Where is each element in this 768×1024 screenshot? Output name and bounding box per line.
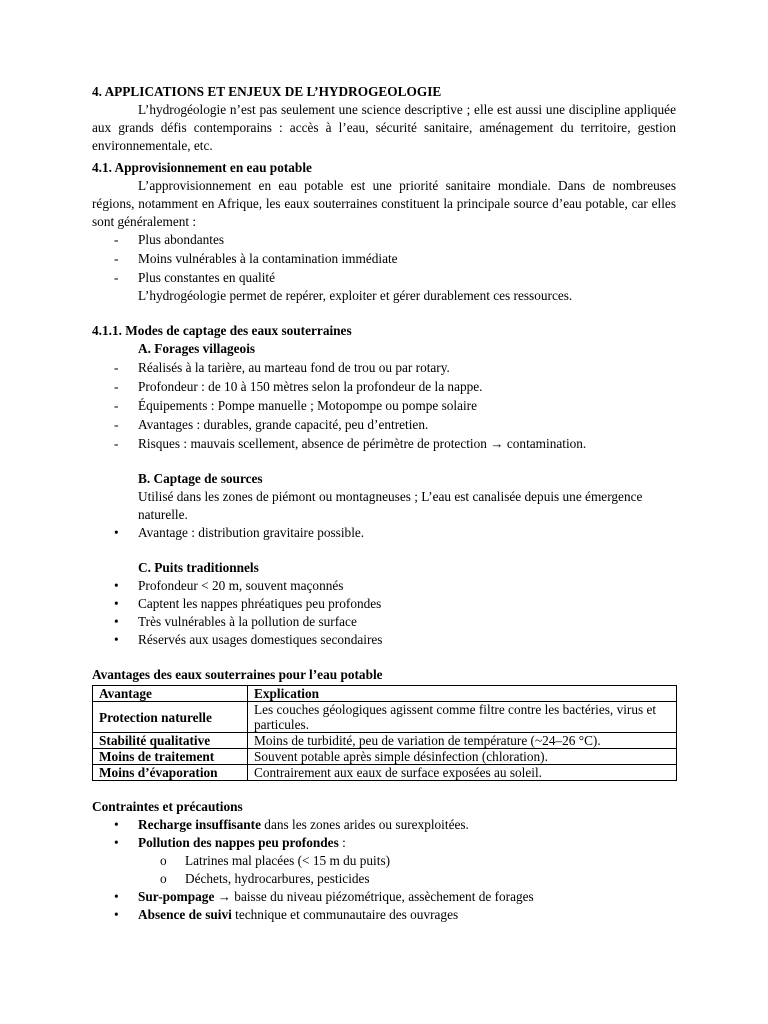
table-header-row [93, 686, 677, 702]
advantages-table [92, 685, 677, 781]
list-item: • Recharge insuffisante dans les zones arides ou surexploitées. [114, 817, 469, 832]
sub-list-item: o Déchets, hydrocarbures, pesticides [160, 871, 370, 886]
section-4-1-conclusion: L’hydrogéologie permet de repérer, exploiter et gérer durablement ces ressources. [138, 288, 573, 303]
list-item: - Moins vulnérables à la contamination immédiate [114, 251, 398, 266]
list-item: • Réservés aux usages domestiques secondaires [114, 632, 383, 647]
sources-text: Utilisé dans les zones de piémont ou montagneuses ; L’eau est canalisée depuis une émergence naturelle. [138, 489, 643, 522]
list-item: • Très vulnérables à la pollution de surface [114, 614, 357, 629]
table-cell: Moins de traitement [93, 749, 248, 765]
list-item: • Sur-pompage → baisse du niveau piézométrique, assèchement de forages [114, 889, 534, 904]
section-4-intro: L’hydrogéologie n’est pas seulement une science descriptive ; elle est aussi une discipline appliquée aux grands défis contemporains : accès à l’eau, sécurité sanitaire, aménagement du territoire, gestion environnementale, etc. [92, 102, 676, 153]
list-item: - Plus constantes en qualité [114, 270, 276, 285]
table-cell: Les couches géologiques agissent comme filtre contre les bactéries, virus et particules. [248, 702, 677, 733]
sources-title: B. Captage de sources [138, 471, 263, 486]
list-item: - Plus abondantes [114, 232, 225, 247]
table-cell: Souvent potable après simple désinfection (chloration). [248, 749, 677, 765]
contraintes-title: Contraintes et précautions [92, 799, 243, 814]
list-item: - Profondeur : de 10 à 150 mètres selon la profondeur de la nappe. [114, 379, 483, 394]
list-item: • Absence de suivi technique et communautaire des ouvrages [114, 907, 459, 922]
table-cell: Contrairement aux eaux de surface exposées au soleil. [248, 765, 677, 781]
list-item: • Captent les nappes phréatiques peu profondes [114, 596, 382, 611]
table-header-cell: Explication [248, 686, 677, 702]
table-title: Avantages des eaux souterraines pour l’eau potable [92, 667, 383, 682]
table-row [93, 702, 677, 733]
document-content [92, 83, 676, 924]
section-4-1-intro: L’approvisionnement en eau potable est une priorité sanitaire mondiale. Dans de nombreuses régions, notamment en Afrique, les eaux souterraines constituent la principale source d’eau potable, car elles sont généralement : [92, 178, 676, 229]
table-row [93, 733, 677, 749]
section-4-1-title: 4.1. Approvisionnement en eau potable [92, 160, 312, 175]
table-cell: Moins d’évaporation [93, 765, 248, 781]
table-cell: Stabilité qualitative [93, 733, 248, 749]
list-item: - Risques : mauvais scellement, absence de périmètre de protection → contamination. [114, 436, 587, 451]
list-item: • Profondeur < 20 m, souvent maçonnés [114, 578, 344, 593]
forages-title: A. Forages villageois [138, 341, 256, 356]
list-item: - Équipements : Pompe manuelle ; Motopompe ou pompe solaire [114, 398, 478, 413]
puits-title: C. Puits traditionnels [138, 560, 259, 575]
table-header-cell: Avantage [93, 686, 248, 702]
list-item: - Avantages : durables, grande capacité, peu d’entretien. [114, 417, 429, 432]
sub-list-item: o Latrines mal placées (< 15 m du puits) [160, 853, 391, 868]
section-4-title: 4. APPLICATIONS ET ENJEUX DE L’HYDROGEOLOGIE [92, 84, 442, 99]
section-4-1-1-title: 4.1.1. Modes de captage des eaux souterraines [92, 323, 352, 338]
table-cell: Protection naturelle [93, 702, 248, 733]
list-item: • Avantage : distribution gravitaire possible. [114, 525, 365, 540]
table-cell: Moins de turbidité, peu de variation de température (~24–26 °C). [248, 733, 677, 749]
list-item: - Réalisés à la tarière, au marteau fond de trou ou par rotary. [114, 360, 450, 375]
table-row [93, 765, 677, 781]
list-item: • Pollution des nappes peu profondes : [114, 835, 346, 850]
table-row [93, 749, 677, 765]
